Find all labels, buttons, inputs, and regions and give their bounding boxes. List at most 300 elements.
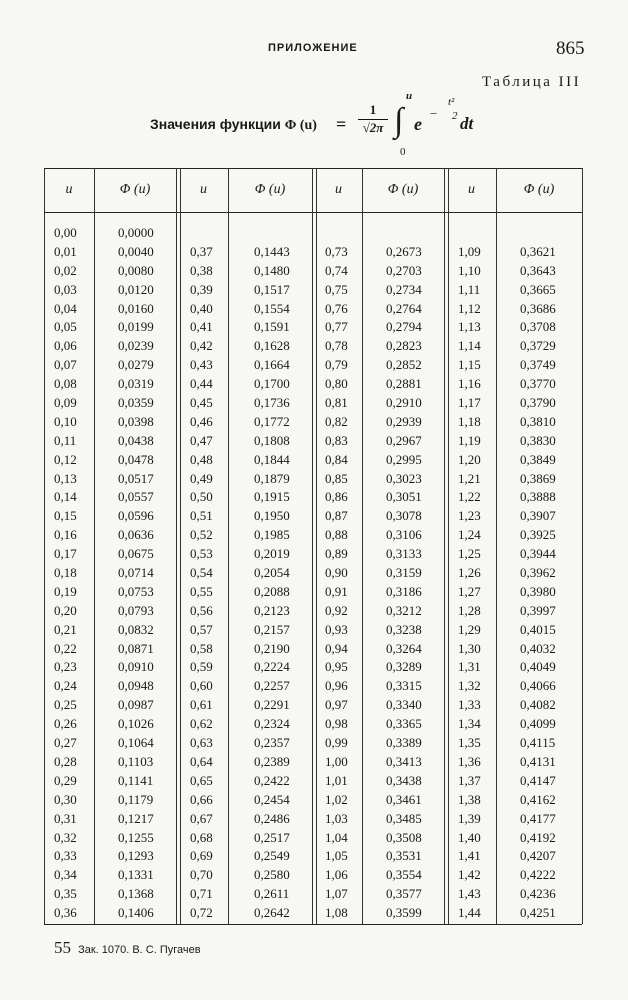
table-cell xyxy=(458,224,481,243)
table-cell: 0,01 xyxy=(54,243,77,259)
group-divider xyxy=(176,168,181,924)
table-cell: 0,4099 xyxy=(520,716,556,732)
table-cell: 1,31 xyxy=(458,659,481,675)
table-cell: 0,3577 xyxy=(386,886,422,902)
table-cell: 0,3907 xyxy=(520,508,556,524)
section-title: ПРИЛОЖЕНИЕ xyxy=(268,42,358,54)
table-cell: 0,1368 xyxy=(118,886,154,902)
table-cell: 0,35 xyxy=(54,886,77,902)
table-cell: 0,4251 xyxy=(520,905,556,921)
column-phi-2 xyxy=(254,224,290,923)
table-cell: 0,3708 xyxy=(520,319,556,335)
table-cell: 0,14 xyxy=(54,489,77,505)
table-cell: 0,3790 xyxy=(520,395,556,411)
table-cell: 0,54 xyxy=(190,565,213,581)
table-cell: 1,01 xyxy=(325,772,348,788)
table-cell: 0,4236 xyxy=(520,886,556,902)
table-cell: 0,3186 xyxy=(386,583,422,599)
table-cell: 0,28 xyxy=(54,753,77,769)
table-cell: 0,03 xyxy=(54,281,77,297)
table-cell: 0,1736 xyxy=(254,395,290,411)
table-cell: 0,3770 xyxy=(520,376,556,392)
table-cell: 0,2580 xyxy=(254,867,290,883)
table-cell: 0,1879 xyxy=(254,470,290,486)
table-cell: 0,04 xyxy=(54,300,77,316)
table-cell: 1,15 xyxy=(458,357,481,373)
table-cell: 0,2517 xyxy=(254,829,290,845)
table-cell: 0,3413 xyxy=(386,753,422,769)
table-cell: 0,2324 xyxy=(254,716,290,732)
table-cell: 0,3849 xyxy=(520,451,556,467)
table-cell: 0,62 xyxy=(190,716,213,732)
table-cell: 0,17 xyxy=(54,546,77,562)
table-cell: 0,11 xyxy=(54,432,77,448)
column-u-4 xyxy=(458,224,481,923)
table-cell: 0,75 xyxy=(325,281,348,297)
table-cell: 0,99 xyxy=(325,735,348,751)
table-cell: 1,38 xyxy=(458,791,481,807)
table-cell: 1,35 xyxy=(458,735,481,751)
table-cell: 0,4222 xyxy=(520,867,556,883)
table-cell: 0,3997 xyxy=(520,602,556,618)
table-cell: 0,0557 xyxy=(118,489,154,505)
table-cell: 0,0596 xyxy=(118,508,154,524)
table-cell: 0,05 xyxy=(54,319,77,335)
table-cell: 0,78 xyxy=(325,338,348,354)
table-cell: 1,36 xyxy=(458,753,481,769)
table-right-border xyxy=(582,168,583,924)
table-cell: 0,0910 xyxy=(118,659,154,675)
table-cell: 0,3869 xyxy=(520,470,556,486)
header-u: u xyxy=(200,182,207,197)
table-cell: 0,1179 xyxy=(118,791,154,807)
table-cell: 0,0279 xyxy=(118,357,154,373)
table-cell: 0,4192 xyxy=(520,829,556,845)
table-cell: 0,3078 xyxy=(386,508,422,524)
table-cell: 0,19 xyxy=(54,583,77,599)
table-cell: 0,0753 xyxy=(118,583,154,599)
table-cell: 0,1331 xyxy=(118,867,154,883)
table-cell: 0,3888 xyxy=(520,489,556,505)
phi-table xyxy=(44,168,582,924)
table-cell: 0,22 xyxy=(54,640,77,656)
table-cell: 0,2224 xyxy=(254,659,290,675)
table-cell: 0,4131 xyxy=(520,753,556,769)
table-cell: 0,4015 xyxy=(520,621,556,637)
table-cell: 0,3686 xyxy=(520,300,556,316)
table-cell: 0,40 xyxy=(190,300,213,316)
table-cell: 0,1406 xyxy=(118,905,154,921)
exponent-denominator: 2 xyxy=(452,110,458,122)
printing-info: Зак. 1070. В. С. Пугачев xyxy=(78,944,201,956)
table-cell: 0,06 xyxy=(54,338,77,354)
table-cell: 0,69 xyxy=(190,848,213,864)
table-cell: 0,90 xyxy=(325,565,348,581)
table-cell: 1,18 xyxy=(458,413,481,429)
table-cell: 0,89 xyxy=(325,546,348,562)
table-cell: 0,3238 xyxy=(386,621,422,637)
table-cell: 0,0714 xyxy=(118,565,154,581)
table-cell: 0,81 xyxy=(325,395,348,411)
table-cell: 0,1554 xyxy=(254,300,290,316)
table-cell: 0,0080 xyxy=(118,262,154,278)
table-cell: 1,33 xyxy=(458,697,481,713)
table-cell: 1,02 xyxy=(325,791,348,807)
table-cell: 0,3508 xyxy=(386,829,422,845)
column-u-1 xyxy=(54,224,77,923)
formula-base: e xyxy=(414,114,422,134)
formula-denominator: √2π xyxy=(362,120,384,135)
table-cell: 0,1985 xyxy=(254,527,290,543)
table-cell: 0,0120 xyxy=(118,281,154,297)
table-cell: 0,2881 xyxy=(386,376,422,392)
table-cell: 0,07 xyxy=(54,357,77,373)
table-cell: 0,00 xyxy=(54,225,77,240)
table-cell: 0,3340 xyxy=(386,697,422,713)
table-cell: 0,4066 xyxy=(520,678,556,694)
table-cell: 0,2642 xyxy=(254,905,290,921)
column-phi-4 xyxy=(520,224,556,923)
table-cell: 1,17 xyxy=(458,395,481,411)
table-cell: 0,91 xyxy=(325,583,348,599)
table-cell: 0,3810 xyxy=(520,413,556,429)
table-cell: 0,49 xyxy=(190,470,213,486)
table-cell: 0,4049 xyxy=(520,659,556,675)
table-bottom-rule xyxy=(44,924,582,925)
table-cell: 1,22 xyxy=(458,489,481,505)
footer xyxy=(54,938,201,958)
table-cell: 0,3531 xyxy=(386,848,422,864)
table-cell: 0,3461 xyxy=(386,791,422,807)
table-cell: 0,2019 xyxy=(254,546,290,562)
table-cell: 0,76 xyxy=(325,300,348,316)
integral-upper-limit: u xyxy=(406,90,413,102)
table-cell: 0,0987 xyxy=(118,697,154,713)
table-cell: 0,15 xyxy=(54,508,77,524)
table-cell: 0,3944 xyxy=(520,546,556,562)
table-cell: 0,2422 xyxy=(254,772,290,788)
table-cell: 1,43 xyxy=(458,886,481,902)
table-cell: 0,3749 xyxy=(520,357,556,373)
table-cell: 1,39 xyxy=(458,810,481,826)
table-cell: 0,0517 xyxy=(118,470,154,486)
table-cell: 0,4147 xyxy=(520,772,556,788)
table-cell: 0,1103 xyxy=(118,753,154,769)
table-cell: 0,50 xyxy=(190,489,213,505)
table-cell: 0,41 xyxy=(190,319,213,335)
table-cell: 0,4207 xyxy=(520,848,556,864)
table-cell: 1,26 xyxy=(458,565,481,581)
table-cell: 0,0398 xyxy=(118,413,154,429)
table-cell: 0,3264 xyxy=(386,640,422,656)
header-u: u xyxy=(65,182,73,197)
table-cell: 0,0675 xyxy=(118,546,154,562)
table-cell: 0,2764 xyxy=(386,300,422,316)
table-cell: 0,95 xyxy=(325,659,348,675)
table-cell: 1,30 xyxy=(458,640,481,656)
table-cell: 0,2291 xyxy=(254,697,290,713)
table-cell: 1,21 xyxy=(458,470,481,486)
table-cell: 0,3925 xyxy=(520,527,556,543)
table-cell: 0,60 xyxy=(190,678,213,694)
table-cell: 1,28 xyxy=(458,602,481,618)
table-cell: 1,06 xyxy=(325,867,348,883)
table-cell: 0,1808 xyxy=(254,432,290,448)
table-cell: 1,42 xyxy=(458,867,481,883)
table-cell: 1,25 xyxy=(458,546,481,562)
table-cell: 0,57 xyxy=(190,621,213,637)
table-cell: 0,85 xyxy=(325,470,348,486)
column-divider xyxy=(228,168,229,924)
header-phi: Φ (u) xyxy=(254,182,286,197)
table-cell: 0,2357 xyxy=(254,735,290,751)
table-cell: 0,2190 xyxy=(254,640,290,656)
table-cell: 1,24 xyxy=(458,527,481,543)
table-cell: 0,96 xyxy=(325,678,348,694)
table-cell: 1,11 xyxy=(458,281,481,297)
column-divider xyxy=(496,168,497,924)
table-cell: 0,46 xyxy=(190,413,213,429)
table-cell: 0,3729 xyxy=(520,338,556,354)
table-cell: 1,00 xyxy=(325,753,348,769)
integral-lower-limit: 0 xyxy=(400,146,406,158)
table-cell: 0,71 xyxy=(190,886,213,902)
table-cell: 0,2157 xyxy=(254,621,290,637)
table-cell: 0,1915 xyxy=(254,489,290,505)
table-cell: 0,2967 xyxy=(386,432,422,448)
table-cell: 0,2673 xyxy=(386,243,422,259)
table-cell: 1,10 xyxy=(458,262,481,278)
table-cell xyxy=(254,224,290,243)
running-head xyxy=(0,40,628,60)
table-cell: 0,1141 xyxy=(118,772,154,788)
table-cell: 1,37 xyxy=(458,772,481,788)
table-cell: 0,36 xyxy=(54,905,77,921)
table-cell: 0,3315 xyxy=(386,678,422,694)
table-cell: 1,20 xyxy=(458,451,481,467)
table-cell: 0,3023 xyxy=(386,470,422,486)
table-cell: 0,2823 xyxy=(386,338,422,354)
formula-caption xyxy=(150,116,317,134)
group-divider xyxy=(312,168,317,924)
table-cell: 0,2995 xyxy=(386,451,422,467)
table-cell: 1,14 xyxy=(458,338,481,354)
table-cell: 0,1443 xyxy=(254,243,290,259)
table-cell: 0,29 xyxy=(54,772,77,788)
table-cell: 1,16 xyxy=(458,376,481,392)
column-divider xyxy=(362,168,363,924)
table-left-border xyxy=(44,168,45,924)
table-cell: 0,1026 xyxy=(118,716,154,732)
table-cell: 0,02 xyxy=(54,262,77,278)
table-cell: 1,19 xyxy=(458,432,481,448)
table-cell: 0,66 xyxy=(190,791,213,807)
table-cell: 0,80 xyxy=(325,376,348,392)
table-cell: 0,98 xyxy=(325,716,348,732)
table-cell: 0,73 xyxy=(325,243,348,259)
table-cell: 0,18 xyxy=(54,565,77,581)
table-cell: 1,08 xyxy=(325,905,348,921)
table-cell: 0,83 xyxy=(325,432,348,448)
table-cell: 1,12 xyxy=(458,300,481,316)
table-cell xyxy=(386,224,422,243)
formula-numerator: 1 xyxy=(358,102,388,120)
table-cell: 1,40 xyxy=(458,829,481,845)
table-cell: 0,1293 xyxy=(118,848,154,864)
table-cell: 0,39 xyxy=(190,281,213,297)
exponent-numerator: t² xyxy=(448,96,455,108)
table-cell: 0,1064 xyxy=(118,735,154,751)
table-cell: 0,47 xyxy=(190,432,213,448)
table-cell: 0,20 xyxy=(54,602,77,618)
table-cell: 0,64 xyxy=(190,753,213,769)
table-cell: 0,3830 xyxy=(520,432,556,448)
table-cell: 0,86 xyxy=(325,489,348,505)
table-cell: 1,32 xyxy=(458,678,481,694)
table-cell: 0,4115 xyxy=(520,735,556,751)
table-cell: 0,0199 xyxy=(118,319,154,335)
column-u-3 xyxy=(325,224,348,923)
table-cell: 1,13 xyxy=(458,319,481,335)
table-cell: 0,0160 xyxy=(118,300,154,316)
table-cell: 0,3621 xyxy=(520,243,556,259)
table-cell: 0,4177 xyxy=(520,810,556,826)
table-cell: 0,31 xyxy=(54,810,77,826)
header-u: u xyxy=(335,182,342,197)
table-cell: 0,3106 xyxy=(386,527,422,543)
table-cell: 0,87 xyxy=(325,508,348,524)
table-cell: 0,2486 xyxy=(254,810,290,826)
table-cell xyxy=(325,224,348,243)
table-cell: 0,2910 xyxy=(386,395,422,411)
table-cell: 0,93 xyxy=(325,621,348,637)
table-cell: 0,2852 xyxy=(386,357,422,373)
formula-equals: = xyxy=(336,114,347,134)
table-cell: 1,44 xyxy=(458,905,481,921)
table-cell: 0,92 xyxy=(325,602,348,618)
table-label: Таблица III xyxy=(482,74,582,90)
integral-sign: ∫ xyxy=(394,102,404,139)
table-cell: 1,09 xyxy=(458,243,481,259)
table-cell: 0,2123 xyxy=(254,602,290,618)
table-cell: 0,1772 xyxy=(254,413,290,429)
table-cell: 0,3133 xyxy=(386,546,422,562)
table-cell: 0,2734 xyxy=(386,281,422,297)
group-divider xyxy=(444,168,449,924)
table-cell: 0,1255 xyxy=(118,829,154,845)
table-cell: 0,27 xyxy=(54,735,77,751)
table-cell: 0,3389 xyxy=(386,735,422,751)
table-cell: 0,56 xyxy=(190,602,213,618)
table-cell: 0,58 xyxy=(190,640,213,656)
table-cell: 0,2549 xyxy=(254,848,290,864)
signature-number: 55 xyxy=(54,938,71,957)
table-cell: 0,2054 xyxy=(254,565,290,581)
table-cell: 0,2257 xyxy=(254,678,290,694)
table-cell: 0,0359 xyxy=(118,395,154,411)
table-cell: 0,4162 xyxy=(520,791,556,807)
table-cell: 0,24 xyxy=(54,678,77,694)
column-u-2 xyxy=(190,224,213,923)
table-cell: 0,88 xyxy=(325,527,348,543)
table-cell: 0,45 xyxy=(190,395,213,411)
table-cell: 0,33 xyxy=(54,848,77,864)
table-cell: 0,52 xyxy=(190,527,213,543)
table-cell: 0,1700 xyxy=(254,376,290,392)
table-cell: 0,94 xyxy=(325,640,348,656)
page-number: 865 xyxy=(556,38,585,59)
table-cell: 0,0319 xyxy=(118,376,154,392)
table-cell: 0,1591 xyxy=(254,319,290,335)
exponent-minus: − xyxy=(430,106,438,121)
table-cell: 0,79 xyxy=(325,357,348,373)
table-cell: 0,26 xyxy=(54,716,77,732)
table-cell: 0,37 xyxy=(190,243,213,259)
table-cell: 0,23 xyxy=(54,659,77,675)
column-phi-3 xyxy=(386,224,422,923)
table-cell: 0,10 xyxy=(54,413,77,429)
table-cell: 0,2611 xyxy=(254,886,290,902)
table-cell: 1,03 xyxy=(325,810,348,826)
table-cell: 0,21 xyxy=(54,621,77,637)
formula-fraction xyxy=(358,102,388,136)
table-cell: 0,61 xyxy=(190,697,213,713)
table-cell: 1,05 xyxy=(325,848,348,864)
table-cell: 0,72 xyxy=(190,905,213,921)
table-cell: 0,4082 xyxy=(520,697,556,713)
table-cell xyxy=(520,224,556,243)
formula xyxy=(150,90,510,164)
table-cell: 0,1628 xyxy=(254,338,290,354)
table-cell: 0,3365 xyxy=(386,716,422,732)
table-cell: 0,3643 xyxy=(520,262,556,278)
header-phi: Φ (u) xyxy=(523,182,555,197)
table-cell: 0,30 xyxy=(54,791,77,807)
table-cell: 0,1480 xyxy=(254,262,290,278)
table-cell: 0,1844 xyxy=(254,451,290,467)
table-cell: 0,77 xyxy=(325,319,348,335)
table-cell: 0,2389 xyxy=(254,753,290,769)
column-divider xyxy=(94,168,95,924)
table-cell: 0,34 xyxy=(54,867,77,883)
formula-differential: dt xyxy=(460,114,474,133)
header-u: u xyxy=(468,182,475,197)
table-cell: 0,43 xyxy=(190,357,213,373)
table-cell: 0,59 xyxy=(190,659,213,675)
table-cell: 0,3599 xyxy=(386,905,422,921)
table-cell: 0,2454 xyxy=(254,791,290,807)
table-cell: 0,55 xyxy=(190,583,213,599)
table-cell: 0,3554 xyxy=(386,867,422,883)
table-cell: 0,0871 xyxy=(118,640,154,656)
table-cell: 0,70 xyxy=(190,867,213,883)
table-cell: 0,0832 xyxy=(118,621,154,637)
table-cell: 0,1517 xyxy=(254,281,290,297)
header-phi: Φ (u) xyxy=(119,182,151,197)
table-cell: 0,0000 xyxy=(118,225,154,240)
table-cell: 0,3438 xyxy=(386,772,422,788)
table-cell: 0,25 xyxy=(54,697,77,713)
table-cell: 0,2794 xyxy=(386,319,422,335)
table-cell: 0,65 xyxy=(190,772,213,788)
table-cell xyxy=(190,224,213,243)
table-cell: 0,53 xyxy=(190,546,213,562)
table-cell: 0,51 xyxy=(190,508,213,524)
table-cell: 0,38 xyxy=(190,262,213,278)
table-cell: 0,97 xyxy=(325,697,348,713)
table-cell: 1,23 xyxy=(458,508,481,524)
table-cell: 0,48 xyxy=(190,451,213,467)
